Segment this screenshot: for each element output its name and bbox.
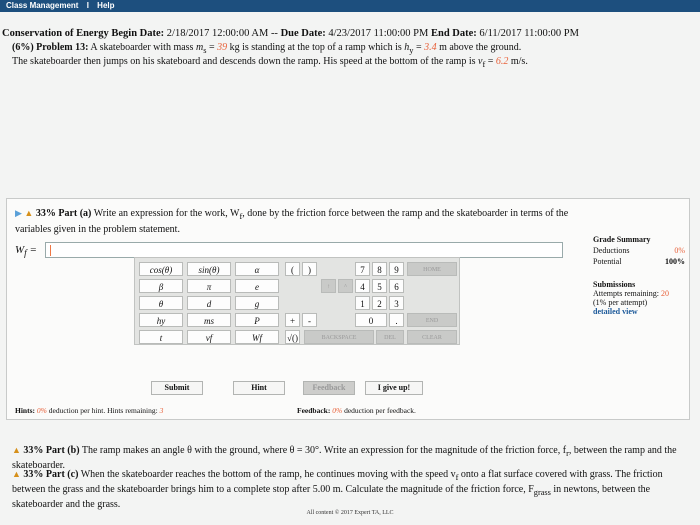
keypad-var-key[interactable]: cos(θ)	[139, 262, 183, 276]
submissions-label: Submissions	[593, 280, 636, 289]
hints-label: Hints:	[15, 406, 36, 415]
keypad-var-key[interactable]: d	[187, 296, 231, 310]
part-c-line[interactable]	[12, 468, 688, 511]
warning-icon: ▲	[12, 469, 21, 479]
per-attempt: (1% per attempt)	[593, 298, 648, 307]
part-c-text: in newtons, between the skateboarder and the grass.	[12, 484, 651, 510]
detailed-view-link[interactable]: detailed view	[593, 307, 638, 316]
assignment-header	[2, 28, 579, 39]
answer-sub: f	[24, 248, 27, 259]
problem-line-2	[12, 56, 528, 69]
problem-text: m/s.	[508, 56, 528, 67]
keypad-digit-key[interactable]: 9	[389, 262, 404, 276]
equals: =	[485, 56, 496, 67]
keypad-var-key[interactable]: e	[235, 279, 279, 293]
keypad-var-key[interactable]: hy	[139, 313, 183, 327]
part-c-text: When the skateboarder reaches the bottom of the ramp, he continues moving with the speed v	[78, 469, 456, 480]
keypad-up-key[interactable]: ↑	[321, 279, 336, 293]
attempts-value: 20	[661, 289, 669, 298]
keypad-close-paren-key[interactable]: )	[302, 262, 317, 276]
answer-label	[15, 244, 37, 258]
height-var: h	[404, 42, 410, 53]
height-sub: y	[409, 46, 414, 55]
part-a-percent: 33% Part (a)	[35, 208, 92, 219]
equals: =	[206, 42, 218, 53]
part-a-title	[15, 207, 575, 236]
potential-label: Potential	[593, 257, 622, 266]
keypad-sqrt-key[interactable]: √()	[285, 330, 300, 344]
potential-value: 100%	[665, 257, 685, 266]
keypad-var-key[interactable]: P	[235, 313, 279, 327]
due-label: Due Date:	[280, 28, 326, 39]
nav-separator: I	[86, 1, 89, 10]
begin-date: 2/18/2017 12:00:00 AM	[166, 28, 269, 39]
part-b-sub: r	[566, 449, 569, 458]
keypad-del-key[interactable]: DEL	[376, 330, 404, 344]
keypad-var-key[interactable]: vf	[187, 330, 231, 344]
dash: --	[270, 28, 278, 39]
hint-button[interactable]: Hint	[233, 381, 285, 395]
help-link[interactable]: Help	[97, 1, 115, 10]
keypad-var-key[interactable]: π	[187, 279, 231, 293]
keypad-var-key[interactable]: θ	[139, 296, 183, 310]
answer-eq: =	[26, 244, 37, 256]
keypad-end-key[interactable]: END	[407, 313, 457, 327]
part-a-panel	[6, 198, 690, 420]
problem-line-1	[12, 42, 521, 55]
speed-value: 6.2	[495, 56, 509, 67]
keypad-var-key[interactable]: sin(θ)	[187, 262, 231, 276]
give-up-button[interactable]: I give up!	[365, 381, 423, 395]
keypad-var-key[interactable]: t	[139, 330, 183, 344]
speed-var: v	[478, 56, 483, 67]
problem-text: kg is standing at the top of a ramp which is	[227, 42, 405, 53]
keypad-digit-key[interactable]: 3	[389, 296, 404, 310]
class-management-link[interactable]: Class Management	[6, 1, 79, 10]
part-a-text: Write an expression for the work, W	[91, 208, 240, 219]
part-b-percent: 33% Part (b)	[23, 445, 80, 456]
keypad-caret-key[interactable]: ^	[338, 279, 353, 293]
hints-remaining: 3	[159, 406, 164, 415]
grade-title: Grade Summary	[593, 235, 651, 244]
keypad-var-key[interactable]: ms	[187, 313, 231, 327]
mass-sub: s	[203, 46, 207, 55]
attempts-label: Attempts remaining:	[593, 289, 659, 298]
keypad-digit-key[interactable]: 6	[389, 279, 404, 293]
hints-value: 0%	[36, 406, 47, 415]
keypad-backspace-key[interactable]: BACKSPACE	[304, 330, 374, 344]
assignment-title: Conservation of Energy	[2, 28, 109, 39]
keypad-digit-key[interactable]: 5	[372, 279, 387, 293]
hints-text: deduction per hint. Hints remaining:	[46, 406, 160, 415]
keypad-var-key[interactable]: α	[235, 262, 279, 276]
begin-label: Begin Date:	[111, 28, 165, 39]
text-cursor	[50, 245, 51, 256]
deductions-value: 0%	[674, 246, 685, 255]
speed-sub: f	[482, 60, 486, 69]
answer-input[interactable]	[45, 242, 563, 258]
feedback-text: deduction per feedback.	[342, 406, 416, 415]
part-b-text: The ramp makes an angle θ with the ground, where θ = 30°. Write an expression for the magnitude of the friction force, f	[79, 445, 567, 456]
keypad-digit-key[interactable]: 1	[355, 296, 370, 310]
footer: All content © 2017 Expert TA, LLC	[306, 510, 394, 516]
grade-summary	[593, 235, 685, 316]
part-c-percent: 33% Part (c)	[23, 469, 79, 480]
due-date: 4/23/2017 11:00:00 PM	[328, 28, 429, 39]
keypad-var-key[interactable]: β	[139, 279, 183, 293]
feedback-value: 0%	[332, 406, 343, 415]
part-a-text: , done by the friction force between the ramp and the skateboarder in terms of the variables given in the problem statement.	[15, 208, 569, 235]
part-b-text: , between the ramp and the skateboarder.	[12, 445, 677, 471]
part-c-text: onto a flat surface covered with grass. The friction between the grass and the skateboarder brings him to a complete stop after 5.00 m. Calculate the magnitude of the friction force, F	[12, 469, 663, 495]
keypad-digit-key[interactable]: 4	[355, 279, 370, 293]
deductions-label: Deductions	[593, 246, 630, 255]
submit-button[interactable]: Submit	[151, 381, 203, 395]
feedback-label: Feedback:	[297, 406, 331, 415]
keypad-open-paren-key[interactable]: (	[285, 262, 300, 276]
warning-icon: ▲	[24, 208, 34, 218]
part-a-sub: f	[239, 212, 243, 221]
keypad-minus-key[interactable]: -	[302, 313, 317, 327]
part-c-sub: f	[455, 473, 459, 482]
hints-info	[15, 406, 163, 415]
answer-var: W	[15, 244, 25, 256]
keypad-clear-key[interactable]: CLEAR	[407, 330, 457, 344]
feedback-button[interactable]: Feedback	[303, 381, 355, 395]
part-c-sub: grass	[533, 488, 551, 497]
keypad-decimal-key[interactable]: .	[389, 313, 404, 327]
play-triangle-icon[interactable]: ▶	[15, 208, 22, 218]
equals: =	[413, 42, 425, 53]
keypad	[134, 257, 460, 345]
problem-number: (6%) Problem 13:	[12, 42, 89, 53]
top-nav-bar	[0, 0, 700, 12]
mass-var: m	[195, 42, 204, 53]
problem-text: A skateboarder with mass	[88, 42, 196, 53]
end-date: 6/11/2017 11:00:00 PM	[479, 28, 579, 39]
warning-icon: ▲	[12, 445, 21, 455]
keypad-var-key[interactable]: Wf	[235, 330, 279, 344]
problem-sheet	[0, 12, 700, 525]
mass-value: 39	[217, 42, 228, 53]
problem-text: m above the ground.	[436, 42, 522, 53]
keypad-digit-key[interactable]: 8	[372, 262, 387, 276]
keypad-digit-key[interactable]: 2	[372, 296, 387, 310]
keypad-digit-key[interactable]: 0	[355, 313, 387, 327]
keypad-digit-key[interactable]: 7	[355, 262, 370, 276]
problem-text: The skateboarder then jumps on his skateboard and descends down the ramp. His speed at the bottom of the ramp is	[12, 56, 478, 67]
keypad-home-key[interactable]: HOME	[407, 262, 457, 276]
end-label: End Date:	[430, 28, 477, 39]
height-value: 3.4	[424, 42, 437, 53]
keypad-plus-key[interactable]: +	[285, 313, 300, 327]
feedback-info	[297, 406, 416, 415]
keypad-var-key[interactable]: g	[235, 296, 279, 310]
